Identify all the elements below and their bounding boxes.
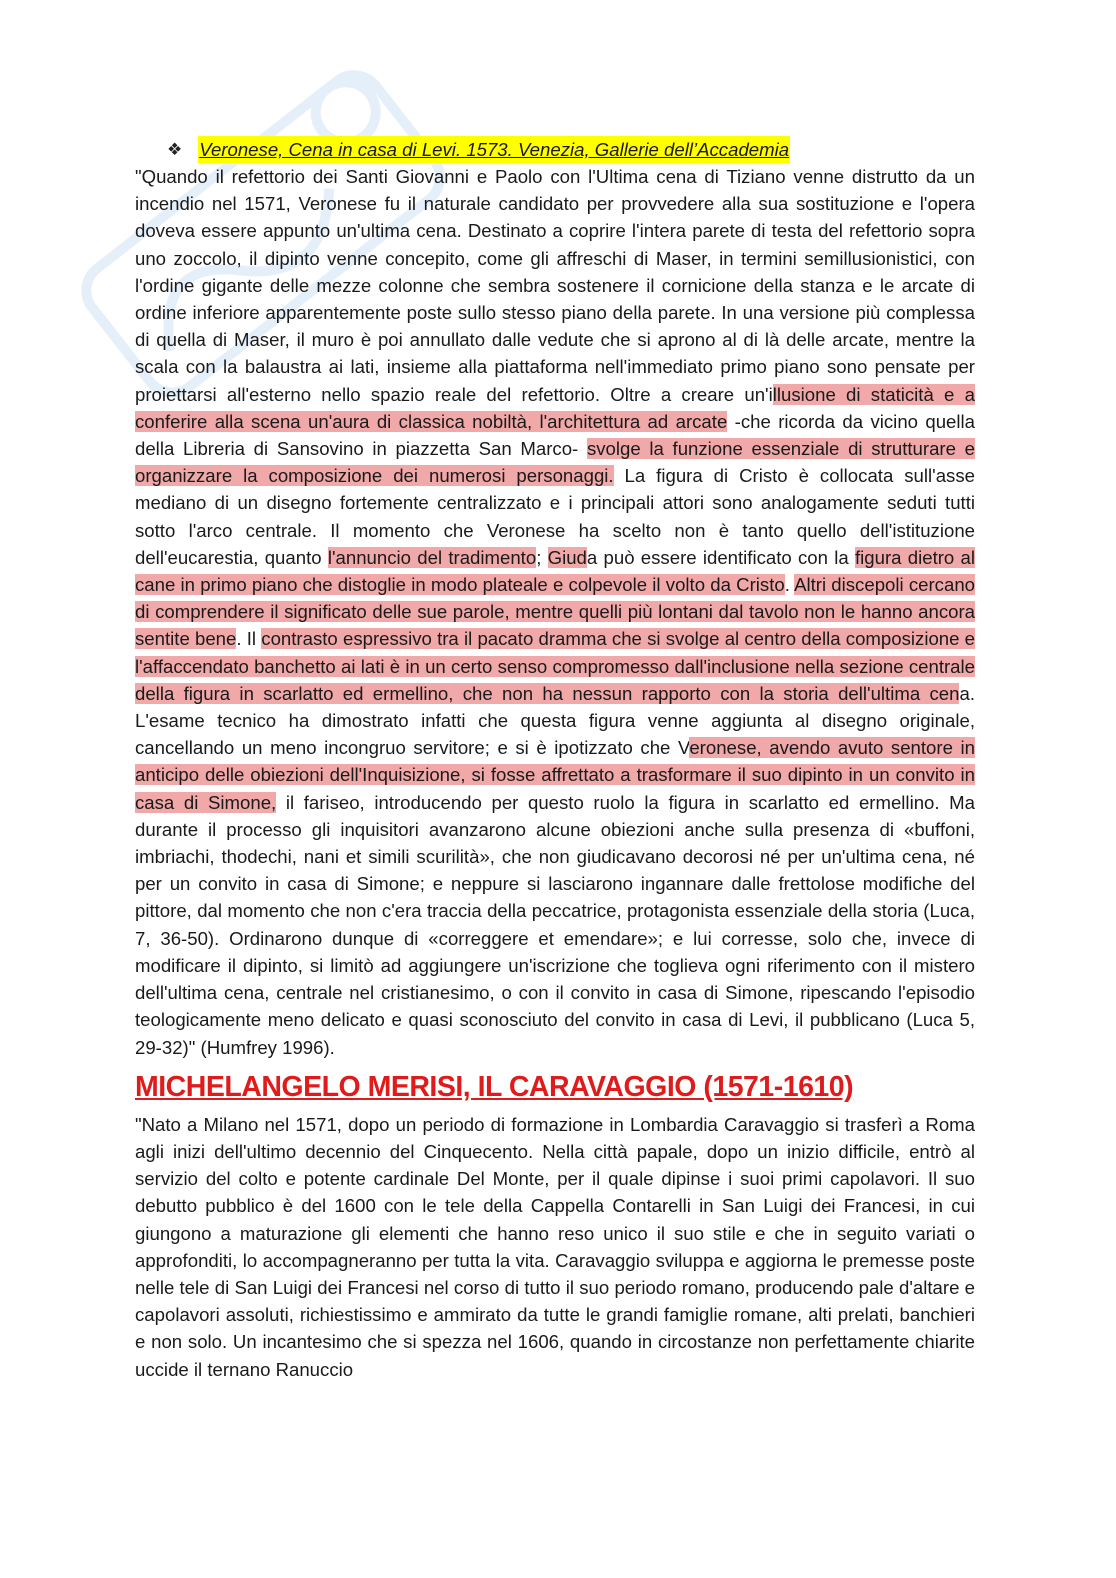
text-run: La figura di Cristo è collocata sull'asse mediano di un disegno fortemente centralizzato e i principali attori sono analogamente seduti tutti sotto l'arco centrale. Il momento che Veronese ha scelto non è tanto quello dell'istituzione dell'eucarestia, quanto [135,465,975,568]
highlighted-text: Giud [547,546,587,568]
document-page [135,136,975,1383]
paragraph-veronese [135,163,975,1061]
text-run: "Quando il refettorio dei Santi Giovanni e Paolo con l'Ultima cena di Tiziano venne distrutto da un incendio nel 1571, Veronese fu il naturale candidato per provvedere alla sua sostituzione e l'opera doveva essere appunto un'ultima cena. Destinato a coprire l'intera parete di testa del refettorio sopra uno zoccolo, il dipinto venne concepito, come gli affreschi di Maser, in termini semillusionistici, con l'ordine gigante delle mezze colonne che sembra sostenere il cornicione della stanza e le arcate di ordine inferiore apparentemente poste sullo stesso piano della parete. In una versione più complessa di quella di Maser, il muro è poi annullato dalle vedute che si aprono al di là delle arcate, mentre la scala con la balaustra ai lati, insieme alla piattaforma nell'immediato primo piano sono pensate per proiettarsi all'esterno nello spazio reale del refettorio. Oltre a creare un'i [135,166,975,405]
highlighted-text: figura dietro al cane in primo piano che distoglie in modo plateale e colpevole il volto da Cristo [135,546,975,596]
text-run: a. L'esame tecnico ha dimostrato infatti che questa figura venne aggiunta al disegno originale, cancellando un meno incongruo servitore; e si è ipotizzato che V [135,682,975,759]
text-run: . [784,574,795,596]
highlighted-text: llusione di staticità e a conferire alla scena un'aura di classica nobiltà, l'architettura ad arcate [135,383,975,432]
highlighted-text: contrasto espressivo tra il pacato dramma che si svolge al centro della composizione e l'affaccendato banchetto ai lati è in un certo senso compromesso dall'inclusione nella sezione centrale della figura in scarlatto ed ermellino, che non ha nessun rapporto con la storia dell'ultima cen [135,628,976,704]
text-run: ; [536,546,548,568]
text-run: a può essere identificato con la [586,546,855,568]
highlighted-text: l'annuncio del tradimento [327,546,537,568]
heading-link-veronese[interactable]: Veronese, Cena in casa di Levi. 1573. Venezia, Gallerie dell’Accademia [198,136,790,163]
highlighted-text: svolge la funzione essenziale di strutturare e organizzare la composizione dei numerosi personaggi. [135,438,975,487]
section-title-caravaggio: MICHELANGELO MERISI, IL CARAVAGGIO (1571-1610) [135,1070,854,1103]
paragraph-caravaggio: "Nato a Milano nel 1571, dopo un periodo di formazione in Lombardia Caravaggio si trasferì a Roma agli inizi dell'ultimo decennio del Cinquecento. Nella città papale, dopo un inizio difficile, entrò al servizio del colto e potente cardinale Del Monte, per il quale dipinse i suoi primi capolavori. Il suo debutto pubblico è del 1600 con le tele della Cappella Contarelli in San Luigi dei Francesi, in cui giungono a maturazione gli elementi che hanno reso unico il suo stile e che in seguito variati o approfonditi, lo accompagneranno per tutta la vita. Caravaggio sviluppa e aggiorna le premesse poste nelle tele di San Luigi dei Francesi nel corso di tutto il suo periodo romano, producendo pale d'altare e capolavori assoluti, richiestissimo e ammirato da tutte le grandi famiglie romane, alti prelati, banchieri e non solo. Un incantesimo che si spezza nel 1606, quando in circostanze non perfettamente chiarite uccide il ternano Ranuccio [135,1113,975,1380]
text-run: . Il [236,628,262,650]
text-run: il fariseo, introducendo per questo ruolo la figura in scarlatto ed ermellino. Ma durante il processo gli inquisitori avanzarono alcune obiezioni anche sulla presenza di «buffoni, imbriachi, thodechi, nani et simili scurilità», che non giudicavano decorosi né per un'ultima cena, né per un convito in casa di Simone; e neppure si lasciarono ingannare dalle frettolose modifiche del pittore, dal momento che non c'era traccia della peccatrice, protagonista essenziale della storia (Luca, 7, 36-50). Ordinarono dunque di «correggere et emendare»; e lui corresse, solo che, invece di modificare il dipinto, si limitò ad aggiungere un'iscrizione che toglieva ogni riferimento con il mistero dell'ultima cena, centrale nel cristianesimo, o con il convito in casa di Simone, ripescando l'episodio teologicamente meno delicato e quasi sconosciuto del convito in casa di Levi, il pubblicano (Luca 5, 29-32)" (Humfrey 1996). [135,791,975,1058]
text-run: -che ricorda da vicino quella della Libreria di Sansovino in piazzetta San Marco- [135,410,975,460]
section-heading-veronese [167,136,975,163]
diamond-bullet-icon: ❖ [167,139,183,159]
highlighted-text: Altri discepoli cercano di comprendere il significato delle sue parole, mentre quelli più lontani dal tavolo non le hanno ancora sentite bene [135,574,976,650]
highlighted-text: eronese, avendo avuto sentore in anticipo delle obiezioni dell'Inquisizione, si fosse affrettato a trasformare il suo dipinto in un convito in casa di Simone, [135,737,975,813]
